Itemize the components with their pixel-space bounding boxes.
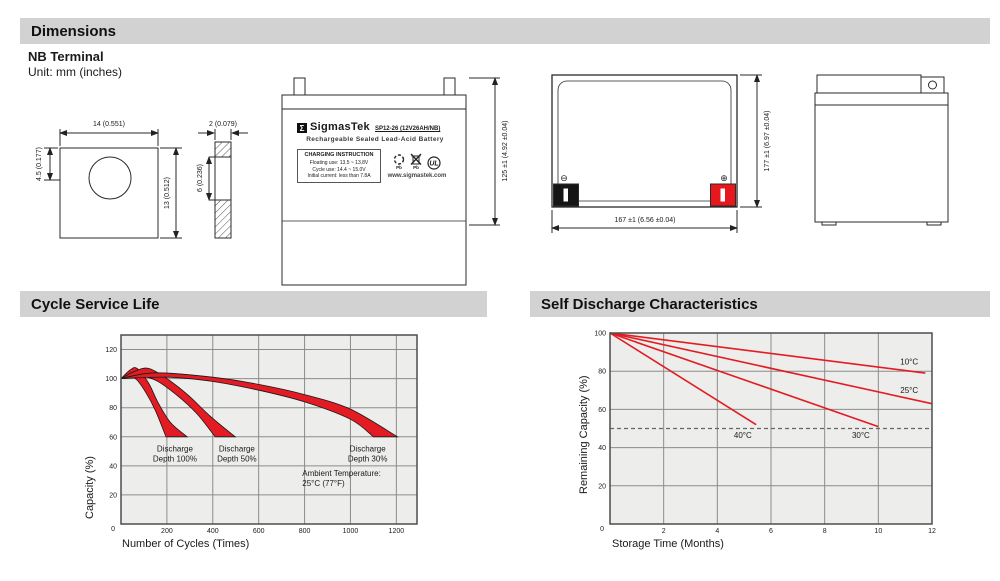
y-tick-label: 120 bbox=[105, 347, 117, 355]
unit-note: Unit: mm (inches) bbox=[28, 65, 123, 79]
series-label: 10°C bbox=[900, 357, 919, 367]
sigmastek-logo-icon: Σ bbox=[297, 123, 307, 133]
annotation: Ambient Temperature: 25°C (77°F) bbox=[302, 469, 381, 489]
charging-line: Cycle use: 14.4 ~ 15.0V bbox=[312, 166, 366, 173]
recycle-pb-icon: Pb bbox=[393, 154, 405, 170]
dim-plate-height: 13 (0.512) bbox=[164, 177, 171, 209]
x-tick-label: 2 bbox=[661, 528, 666, 535]
y-tick-label: 100 bbox=[105, 376, 117, 384]
section-title: Cycle Service Life bbox=[31, 295, 160, 313]
section-header-self-discharge bbox=[530, 291, 990, 317]
dim-plate-width: 14 (0.551) bbox=[93, 121, 125, 128]
x-tick-label: 400 bbox=[206, 528, 219, 535]
x-tick-label: 600 bbox=[252, 528, 265, 535]
side-view-body bbox=[815, 105, 948, 222]
positive-symbol: ⊕ bbox=[720, 173, 728, 183]
dim-plate-thickness: 2 (0.079) bbox=[208, 121, 238, 128]
y-tick-label: 20 bbox=[109, 492, 117, 500]
series-label: 40°C bbox=[733, 431, 752, 441]
x-tick-label: 800 bbox=[298, 528, 311, 535]
dim-plate-hole-offset: 4.5 (0.177) bbox=[36, 147, 43, 181]
side-view-top bbox=[817, 75, 921, 93]
dimension-drawings bbox=[0, 60, 1000, 310]
section-title: Self Discharge Characteristics bbox=[541, 295, 758, 313]
y-tick-label: 100 bbox=[594, 330, 606, 338]
self-ylabel: Remaining Capacity (%) bbox=[578, 375, 590, 494]
x-tick-label: 12 bbox=[928, 528, 936, 535]
charging-title: CHARGING INSTRUCTION bbox=[304, 152, 374, 158]
dim-top-width: 167 ±1 (6.56 ±0.04) bbox=[614, 217, 676, 224]
dim-top-depth: 177 ±1 (6.97 ±0.04) bbox=[764, 110, 771, 172]
y-tick-label: 60 bbox=[598, 406, 606, 414]
y-tick-label: 40 bbox=[598, 445, 606, 453]
y-tick-label: 60 bbox=[109, 434, 117, 442]
cycle-xlabel: Number of Cycles (Times) bbox=[122, 538, 250, 550]
side-terminal-box bbox=[921, 77, 944, 93]
y-tick-label: 40 bbox=[109, 463, 117, 471]
dim-front-height: 125 ±1 (4.92 ±0.04) bbox=[502, 120, 509, 182]
battery-product-label bbox=[297, 121, 453, 183]
top-view-outline bbox=[552, 75, 737, 207]
website-url: www.sigmastek.com bbox=[387, 172, 447, 179]
x-tick-label: 1000 bbox=[342, 528, 359, 535]
y-tick-label: 80 bbox=[598, 368, 606, 376]
charging-line: Initial current: less than 7.8A bbox=[307, 173, 371, 179]
y-tick-label: 80 bbox=[109, 405, 117, 413]
model-number: SP12-26 (12V26AH/NB) bbox=[374, 126, 441, 132]
x-tick-label: 200 bbox=[161, 528, 173, 535]
battery-subtitle: Rechargeable Sealed Lead-Acid Battery bbox=[306, 136, 444, 143]
section-header-dimensions bbox=[20, 18, 990, 44]
origin-tick-label: 0 bbox=[600, 526, 604, 533]
annotation: Discharge Depth 50% bbox=[217, 444, 257, 464]
self-discharge-chart bbox=[550, 328, 980, 573]
svg-text:UL: UL bbox=[429, 160, 439, 168]
plate-front-drawing bbox=[60, 148, 158, 238]
negative-symbol: ⊖ bbox=[560, 173, 568, 183]
front-terminal-right bbox=[444, 78, 455, 95]
brand-name: SigmasTek bbox=[310, 121, 370, 133]
terminal-type-heading: NB Terminal bbox=[28, 49, 104, 64]
no-trash-pb-icon: Pb bbox=[410, 153, 422, 170]
dim-plate-slot-height: 6 (0.236) bbox=[197, 163, 204, 193]
front-lid bbox=[282, 95, 466, 109]
front-terminal-left bbox=[294, 78, 305, 95]
x-tick-label: 6 bbox=[769, 528, 773, 535]
charging-line: Floating use: 13.5 ~ 13.8V bbox=[309, 160, 369, 166]
series-label: 25°C bbox=[900, 386, 919, 396]
origin-tick-label: 0 bbox=[111, 526, 115, 533]
section-header-cycle-life bbox=[20, 291, 487, 317]
annotation: Discharge Depth 100% bbox=[152, 444, 197, 464]
y-tick-label: 20 bbox=[598, 483, 606, 491]
side-view-lid bbox=[815, 93, 948, 105]
cycle-ylabel: Capacity (%) bbox=[84, 456, 96, 520]
ul-mark-icon bbox=[427, 156, 441, 170]
x-tick-label: 10 bbox=[874, 528, 883, 535]
series-label: 30°C bbox=[851, 431, 870, 441]
cycle-service-life-chart bbox=[61, 330, 461, 565]
x-tick-label: 1200 bbox=[388, 528, 405, 535]
x-tick-label: 8 bbox=[822, 528, 827, 535]
x-tick-label: 4 bbox=[715, 528, 720, 535]
section-title: Dimensions bbox=[31, 22, 117, 40]
self-xlabel: Storage Time (Months) bbox=[612, 538, 724, 550]
annotation: Discharge Depth 30% bbox=[347, 444, 388, 464]
charging-instruction-box bbox=[297, 149, 381, 183]
